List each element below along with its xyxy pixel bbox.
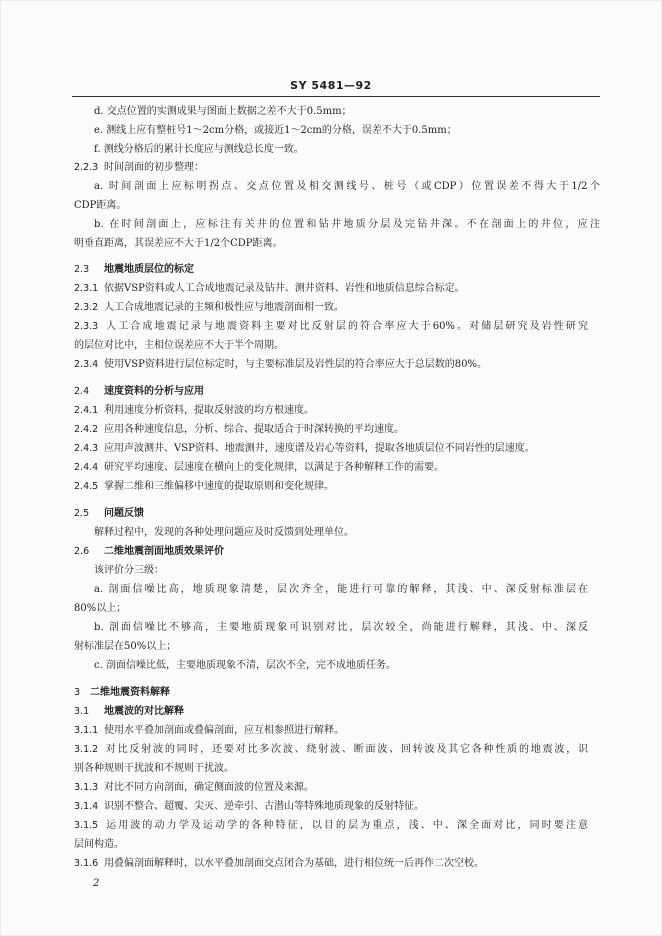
section-2-3-heading: 2.3 地震地质层位的标定 bbox=[74, 264, 194, 275]
clause-3-1-1: 3.1.1 使用水平叠加剖面或叠偏剖面，应互相参照进行解释。 bbox=[74, 725, 344, 736]
chapter-3-heading: 3 二维地震资料解释 bbox=[74, 687, 170, 698]
para-2-6-b: b. 剖面信噪比不够高，主要地质现象可识别对比，层次较全，尚能进行解释，其浅、中、深反 bbox=[94, 622, 588, 633]
page-number: 2 bbox=[93, 878, 100, 889]
clause-2-3-4: 2.3.4 使用VSP资料进行层位标定时，与主要标准层及岩性层的符合率应大于总层数的80%。 bbox=[74, 359, 488, 370]
item-d: d. 交点位置的实测成果与图面上数据之差不大于0.5mm； bbox=[94, 106, 352, 117]
clause-2-2-3: 2.2.3 时间剖面的初步整理： bbox=[74, 162, 204, 173]
clause-2-4-4: 2.4.4 研究平均速度、层速度在横向上的变化规律，以满足于各种解释工作的需要。 bbox=[74, 462, 444, 473]
section-3-1-heading: 3.1 地震波的对比解释 bbox=[74, 706, 184, 717]
para-2-6-a-cont: 80%以上； bbox=[74, 603, 127, 614]
clause-3-1-5-cont: 层间构造。 bbox=[74, 839, 124, 850]
clause-3-1-2-cont: 别各种规则干扰波和不规则干扰波。 bbox=[74, 763, 234, 774]
para-2-2-3-b: b. 在时间剖面上，应标注有关井的位置和钻井地质分层及完钻井深。不在剖面上的井位，应注 bbox=[94, 219, 600, 230]
clause-2-4-1: 2.4.1 利用速度分析资料，提取反射波的均方根速度。 bbox=[74, 405, 314, 416]
para-2-6-intro: 该评价分三级： bbox=[94, 565, 164, 576]
para-2-6-c: c. 剖面信噪比低，主要地质现象不清，层次不全，完不成地质任务。 bbox=[94, 660, 396, 671]
para-2-6-b-cont: 射标准层在50%以上； bbox=[74, 641, 177, 652]
para-2-5: 解释过程中，发现的各种处理问题应及时反馈到处理单位。 bbox=[94, 527, 354, 538]
section-2-4-heading: 2.4 速度资料的分析与应用 bbox=[74, 386, 204, 397]
standard-header: SY 5481—92 bbox=[290, 79, 372, 92]
clause-2-3-1: 2.3.1 依据VSP资料或人工合成地震记录及钻井、测井资料、岩性和地质信息综合标定。 bbox=[74, 283, 465, 294]
item-f: f. 测线分格后的累计长度应与测线总长度一致。 bbox=[94, 144, 304, 155]
section-2-6-heading: 2.6 二维地震剖面地质效果评价 bbox=[74, 546, 224, 557]
clause-3-1-4: 3.1.4 识别不整合、超覆、尖灭、逆牵引、古潜山等特殊地质现象的反射特征。 bbox=[74, 801, 424, 812]
clause-3-1-5: 3.1.5 运用波的动力学及运动学的各种特征，以目的层为重点，浅、中、深全面对比，同时要注意 bbox=[74, 820, 588, 831]
para-2-2-3-b-cont: 明垂直距离，其误差应不大于1/2个CDP距离。 bbox=[74, 238, 283, 249]
para-2-2-3-a: a. 时间剖面上应标明拐点、交点位置及相交测线号、桩号（或CDP）位置误差不得大于1/2个 bbox=[94, 181, 600, 192]
clause-2-3-2: 2.3.2 人工合成地震记录的主频和极性应与地震剖面相一致。 bbox=[74, 302, 344, 313]
clause-3-1-6: 3.1.6 用叠偏剖面解释时，以水平叠加剖面交点闭合为基础，进行相位统一后再作二次空校。 bbox=[74, 858, 484, 869]
section-2-5-heading: 2.5 问题反馈 bbox=[74, 508, 144, 519]
para-2-2-3-a-cont: CDP距离。 bbox=[74, 200, 127, 211]
clause-3-1-2: 3.1.2 对比反射波的同时，还要对比多次波、绕射波、断面波、回转波及其它各种性质的地震波，识 bbox=[74, 744, 588, 755]
clause-2-4-3: 2.4.3 应用声波测井、VSP资料、地震测井，速度谱及岩心等资料，提取各地质层位不同岩性的层速度。 bbox=[74, 443, 535, 454]
clause-2-3-3: 2.3.3 人工合成地震记录与地震资料主要对比反射层的符合率应大于60%。对储层研究及岩性研究 bbox=[74, 321, 588, 332]
clause-2-3-3-cont: 的层位对比中，主相位误差应不大于半个周期。 bbox=[74, 340, 284, 351]
clause-3-1-3: 3.1.3 对比不同方向剖面，确定侧面波的位置及来源。 bbox=[74, 782, 314, 793]
clause-2-4-5: 2.4.5 掌握二维和三维偏移中速度的提取原则和变化规律。 bbox=[74, 481, 334, 492]
para-2-6-a: a. 剖面信噪比高，地质现象清楚，层次齐全，能进行可靠的解释，其浅、中、深反射标准层在 bbox=[94, 584, 588, 595]
item-e: e. 测线上应有整桩号1～2cm分格，或接近1～2cm的分格，误差不大于0.5mm； bbox=[94, 125, 457, 136]
clause-2-4-2: 2.4.2 应用各种速度信息，分析、综合、提取适合于时深转换的平均速度。 bbox=[74, 424, 404, 435]
